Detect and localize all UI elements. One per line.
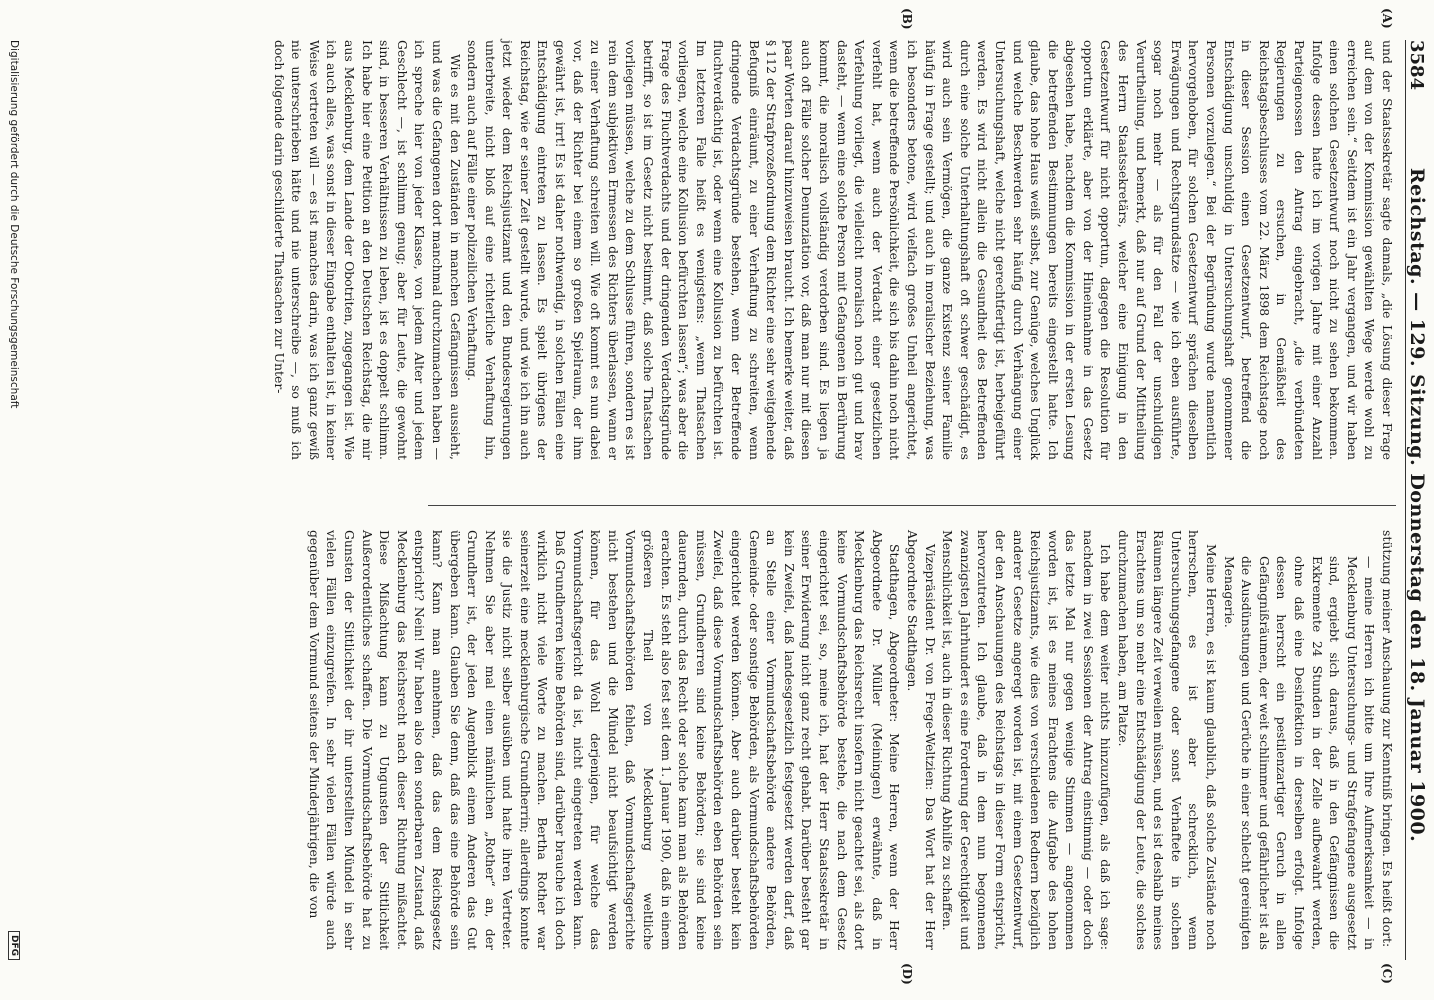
dfg-logo: DFG — [8, 931, 20, 960]
quoted-paragraph: — meine Herren ich bitte um Ihre Aufmerksamkeit — in Mecklenburg Untersuchungs- und Strafgefangene ausgesetzt sind, ergiebt sich daraus, daß in den Gefängnissen die Exkremente 24 Stunden in der Zelle aufbewahrt werden, ohne daß eine Desinfektion in derselben erfolgt. Infolge dessen herrscht ein pestilenzartiger Geruch in allen Gefängnißräumen, der weit schlimmer und gefährlicher ist als die Ausdünstungen und Gerüche in einer schlecht gereinigten Menagerie. — [1221, 556, 1378, 950]
margin-mark-b: (B) — [900, 8, 914, 30]
paragraph: und der Staatssekretär sagte damals, „die Lösung dieser Frage auf dem von der Kommission gewählten Wege werde wohl zu erreichen sein.“ Seitdem ist ein Jahr vergangen, und wir haben einen solchen Gesetzentwurf noch nicht zu sehen bekommen. Infolge dessen hatte ich im vorigen Jahre mit einer Anzahl Parteigenossen den Antrag eingebracht, „die verbündeten Regierungen zu ersuchen, in Gemäßheit des Reichstagsbeschlusses vom 22. März 1898 dem Reichstage noch in dieser Session einen Gesetzentwurf, betreffend die Entschädigung unschuldig in Untersuchungshaft genommener Personen vorzulegen.“ Bei der Begründung wurde namentlich hervorgehoben, für solchen Gesetzentwurf sprächen dieselben Erwägungen und Rechtsgrundsätze — wie ich eben ausführte, sogar noch mehr — als für den Fall der unschuldigen Verurtheilung, und bemerkt, daß nur auf Grund der Mittheilung des Herrn Staatssekretärs, welcher eine Einigung in den Gesetzentwurf für nicht opportun, dagegen die Resolution für opportun erklärte, aber von der Hineinnahme in das Gesetz abgesehen habe, nachdem die Kommission in der ersten Lesung die betreffenden Bestimmungen bereits eingestellt hatte. Ich glaube, das hohe Haus weiß selbst, zur Genüge, welches Unglück und welche Beschwerden sehr häufig durch Verhängung einer Untersuchungshaft, welche nicht gerechtfertigt ist, herbeigeführt werden. Es wird nicht allein die Gesundheit des Betreffenden durch eine solche Unterhaltungshaft oft schwer geschädigt, es wird auch sein Vermögen, die ganze Existenz seiner Familie häufig in Frage gestellt; und auch in moralischer Beziehung, was ich besonders betone, wird vielfach großes Unheil angerichtet, wenn die betreffende Persönlichkeit, die sich bis dahin noch nicht verfehlt hat, wenn auch der Verdacht einer gesetzlichen Verfehlung vorliegt, die vielleicht moralisch noch gut und brav dasteht, — wenn eine solche Person mit Gefangenen in Berührung kommt, die moralisch vollständig verdorben sind. Es liegen ja auch oft Fälle solcher Denunziation vor, daß man nur mit diesen paar Worten darauf hinzuweisen braucht. Ich bemerke weiter, daß § 112 der Strafprozeßordnung dem Richter eine sehr weitgehende Befugniß einräumt, zu einer Verhaftung zu schreiten, wenn dringende Verdachtsgründe bestehen, wenn der Betreffende fluchtverdächtig ist, oder wenn eine Kollusion zu befürchten ist. Im letzteren Falle heißt es wenigstens: „wenn Thatsachen vorliegen, welche eine Kollusion befürchten lassen“; was aber die Frage des Fluchtverdachts und der dringenden Verdachtsgründe betrifft, so ist im Gesetz nicht bestimmt, daß solche Thatsachen vorliegen müssen, welche zu dem Schlusse führen, sondern es ist rein dem subjektiven Ermessen des Richters überlassen, wann er zu einer Verhaftung schreiten will. Wie oft kommt es nun dabei vor, daß der Richter bei einem so großen Spielraum, der ihm gewährt ist, irrt! Es ist daher nothwendig, in solchen Fällen eine Entschädigung eintreten zu lassen. Es spielt übrigens der Reichstag, wie er seiner Zeit gestellt wurde, und wie ich ihn auch jetzt wieder dem Reichsjustizamt und den Bundesregierungen unterbreite, nicht bloß auf eine richterliche Verhaftung hin, sondern auch auf Fälle einer polizeilichen Verhaftung. — [465, 40, 1395, 460]
page-header — [1405, 40, 1432, 960]
margin-mark-a: (A) — [1380, 8, 1394, 29]
column-divider — [428, 505, 1396, 506]
paragraph: Ich habe dem weiter nichts hinzuzufügen, als daß ich sage: nachdem in zwei Sessionen der Antrag einstimmig — oder doch das letzte Mal nur gegen wenige Stimmen — angenommen worden ist, ist es meines Erachtens die Aufgabe des hohen Reichsjustizamts, wie dies von verschiedenen Rednern bezüglich anderer Gesetze angeregt worden ist, mit einem Gesetzentwurf, der den Anschauungen des Reichstags in dieser Form entspricht, hervorzutreten. Ich glaube, daß in dem nun begonnenen zwanzigsten Jahrhundert es eine Forderung der Gerechtigkeit und Menschlichkeit ist, auch in dieser Richtung Abhilfe zu schaffen. — [940, 530, 1114, 950]
paragraph: Wie es mit den Zuständen in manchen Gefängnissen aussieht, und was die Gefangenen dort manchmal durchzumachen haben — ich spreche hier von jeder Klasse, von jedem Alter und jedem Geschlecht —, ist schlimm genug; aber für Leute, die gewohnt sind, in besseren Verhältnissen zu leben, ist es doppelt schlimm. Ich habe hier eine Petition an den Deutschen Reichstag, die mir aus Mecklenburg, dem Lande der Obotriten, zugegangen ist. Wie ich auch alles, was sonst in dieser Eingabe enthalten ist, in keiner Weise vertreten will — es ist manches darin, was ich ganz gewiß nie unterschrieben hätte und nie unterschreibe —, so muß ich doch folgende darin geschilderte Thatsachen zur Unter- — [271, 40, 463, 460]
funding-credit: Digitalisierung gefördert durch die Deutsche Forschungsgemeinschaft — [8, 40, 20, 409]
right-text-column — [306, 530, 1396, 950]
left-text-column — [271, 40, 1396, 460]
page-title: Reichstag. — 129. Sitzung. Donnerstag den 18. Januar 1900. — [1406, 167, 1428, 843]
paragraph: Meine Herren, es ist kaum glaublich, daß solche Zustände noch herrschen, es ist aber schrecklich, wenn Untersuchungsgefangene oder sonst Verhaftete in solchen Räumen längere Zeit verweilen müssen, und es ist deshalb meines Erachtens um so mehr eine Entschädigung der Leute, die solches durchzumachen haben, am Platze. — [1116, 530, 1220, 950]
speaker-paragraph: Stadthagen, Abgeordneter: Meine Herren, wenn der Herr Abgeordnete Dr. Müller (Meiningen) erwähnte, daß in Mecklenburg das Reichsrecht insofern nicht geachtet sei, als dort keine Vormundschaftsbehörde bestehe, die nach dem Gesetz eingerichtet sei, so, meine ich, hat der Herr Staatssekretär in seiner Erwiderung nicht ganz recht gehabt. Darüber besteht gar kein Zweifel, daß landesgesetzlich festgesetzt werden darf, daß an Stelle einer Vormundschaftsbehörde andere Behörden, Gemeinde- oder sonstige Behörden, als Vormundschaftsbehörden eingerichtet werden können. Aber auch darüber besteht kein Zweifel, daß diese Vormundschaftsbehörden eben Behörden sein müssen, Grundherren sind keine Behörden; sie sind keine dauernden, durch das Recht oder solche kann man als Behörden erachten. Es steht also fest seit dem 1. Januar 1900, daß in einem größeren Theil von Mecklenburg weltliche Vormundschaftsbehörden fehlen, daß Vormundschaftsgerichte nicht bestehen und die Mündel nicht beaufsichtigt werden können, für das Wohl derjenigen, für welche das Vormundschaftsgericht da ist, nicht eingetreten werden kann. Daß Grundherren keine Behörden sind, darüber brauche ich doch wirklich nicht viele Worte zu machen. Bertha Rother war seinerzeit eine mecklenburgische Grundherrin; allerdings konnte sie die Justiz nicht selber ausüben und hatte ihren Vertreter. Nehmen Sie aber mal einen männlichen „Rother“ an, der Grundherr ist, der jeden Augenblick einem Anderen das Gut übergeben kann. Glauben Sie denn, daß das eine Behörde sein kann? Kann man annehmen, daß das dem Reichsgesetz entspricht? Nein! Wir haben also den sonderbaren Zustand, daß Mecklenburg das Reichsrecht nach dieser Richtung mißachtet. Diese Mißachtung kann zu Ungunsten der Sittlichkeit Außerordentliches schaffen. Die Vormundschaftsbehörde hat zu Gunsten der Sittlichkeit der ihr unterstellten Mündel in sehr vielen Fällen einzugreifen. In sehr vielen Fällen würde auch gegenüber dem Vormund seitens der Minderjährigen, die von — [306, 530, 903, 950]
page-footer — [8, 40, 20, 960]
speaker-paragraph: Vizepräsident Dr. von Frege-Weltzien: Das Wort hat der Herr Abgeordnete Stadthagen. — [904, 530, 938, 950]
paragraph: stützung meiner Anschauung zur Kenntniß bringen. Es heißt dort: — [1380, 530, 1395, 948]
margin-mark-d: (D) — [900, 963, 914, 985]
page-number: 3584 — [1406, 40, 1427, 91]
margin-mark-c: (C) — [1380, 963, 1394, 984]
